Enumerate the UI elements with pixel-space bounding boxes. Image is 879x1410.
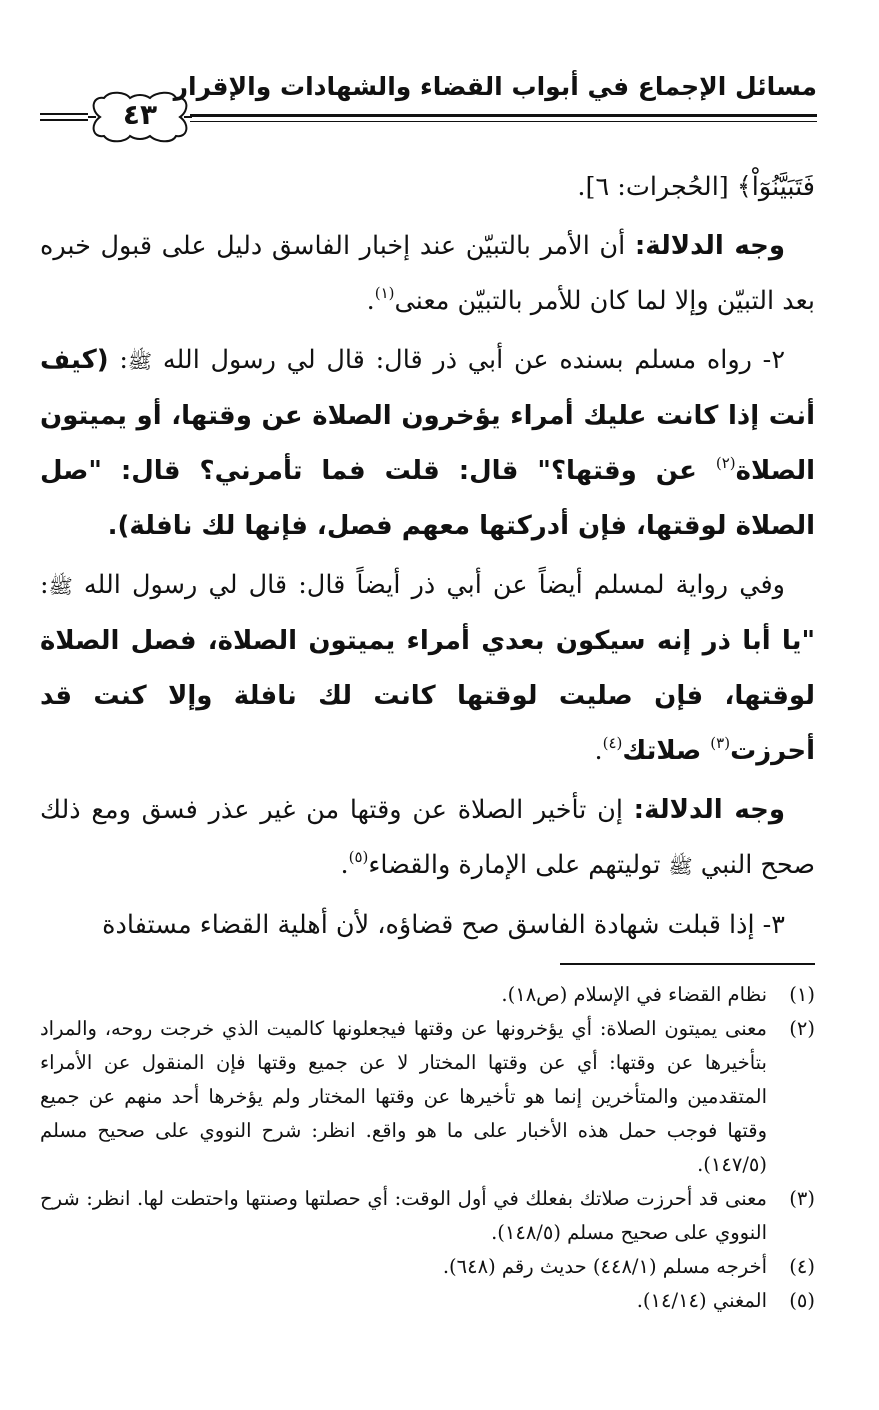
paragraph-point-3 [40,898,815,953]
header-rule-left-lower [40,119,88,121]
footnote-ref-4[interactable]: (٤) [602,734,623,752]
indication-text: إن تأخير الصلاة عن وقتها من غير عذر فسق ومع ذلك صحح النبي [40,795,815,880]
footnote-item [40,978,815,1012]
quran-text: فَتَبَيَّنُوٓاْ﴾ [736,172,815,202]
header-rule-left [40,113,88,115]
honorific-glyph: ﷺ [668,854,693,878]
footnote-text: أخرجه مسلم (٤٤٨/١) حديث رقم (٦٤٨). [442,1255,767,1278]
hadith-quote-cont: عن وقتها؟" قال: قلت فما تأمرني؟ قال: "صل الصلاة لوقتها، فإن أدركتها معهم فصل، فإنها لك نافلة). [40,456,815,541]
footnote-number: (٢) [789,1017,815,1040]
footnote-item [40,1182,815,1250]
footnote-number: (٥) [789,1289,815,1312]
main-text [40,160,815,953]
page-number: ٤٣ [122,98,158,131]
honorific-glyph: ﷺ [48,574,73,598]
header-rule-thin [190,121,817,122]
header-rule-thick [190,114,817,117]
footnote-number: (٤) [789,1255,815,1278]
footnote-ref-1[interactable]: (١) [374,284,395,302]
footnote-text: المغني (١٤/١٤). [636,1289,767,1312]
footnote-item [40,1012,815,1182]
hadith-quote-cont: صلاتك [622,736,711,766]
paragraph-indication-2: وجه الدلالة: إن تأخير الصلاة عن وقتها من غير عذر فسق ومع ذلك صحح النبي ﷺ توليتهم على الإمارة والقضاء$^{(٥)}$. [40,795,815,880]
footnote-ref-2[interactable]: (٢) [715,454,736,472]
indication-text: أن الأمر بالتبيّن عند إخبار الفاسق دليل على قبول خبره بعد التبيّن وإلا لما كان للأمر بالتبيّن معنى [40,231,815,316]
footnote-text: نظام القضاء في الإسلام (ص١٨). [501,983,767,1006]
page-header [40,62,817,142]
point-text: ٣- إذا قبلت شهادة الفاسق صح قضاؤه، لأن أهلية القضاء مستفادة [102,910,785,940]
indication-label: وجه الدلالة: [633,795,786,825]
hadith-quote: (كيف أنت إذا كانت عليك أمراء يؤخرون الصلاة عن وقتها، أو يميتون الصلاة [40,345,815,486]
surah-citation: [الحُجرات: ٦]. [577,172,737,202]
footnotes [40,978,815,1318]
paragraph-indication-1: وجه الدلالة: أن الأمر بالتبيّن عند إخبار الفاسق دليل على قبول خبره بعد التبيّن وإلا لما كان للأمر بالتبيّن معنى$^{(١)}$. [40,231,815,316]
hadith-quote: "يا أبا ذر إنه سيكون بعدي أمراء يميتون الصلاة، فصل الصلاة لوقتها، فإن صليت لوقتها كانت لك نافلة وإلا كنت قد أحرزت [40,626,815,766]
honorific-glyph: ﷺ [127,349,153,373]
footnote-separator [560,963,815,965]
footnote-ref-5[interactable]: (٥) [348,848,369,866]
quran-verse-tail [40,160,815,215]
paragraph-hadith-2: وفي رواية لمسلم أيضاً عن أبي ذر أيضاً قال: قال لي رسول الله ﷺ: "يا أبا ذر إنه سيكون بعدي أمراء يميتون الصلاة، فصل الصلاة لوقتها، فإن صليت لوقتها كانت لك نافلة وإلا كنت قد أحرزت$^{(٣)}$ صلاتك$^{(٤)}$. [40,570,815,766]
footnote-item [40,1250,815,1284]
hadith-intro: وفي رواية لمسلم أيضاً عن أبي ذر أيضاً قال: قال لي رسول الله [72,570,785,600]
indication-label: وجه الدلالة: [634,231,785,261]
running-title: مسائل الإجماع في أبواب القضاء والشهادات والإقرار [173,72,817,101]
footnote-number: (٣) [789,1187,815,1210]
footnote-ref-3[interactable]: (٣) [710,734,731,752]
footnote-text: معنى يميتون الصلاة: أي يؤخرونها عن وقتها فيجعلونها كالميت الذي خرجت روحه، والمراد بتأخيرها عن وقتها: أي عن وقتها المختار لا عن جميع وقتها فإن المنقول عن الأمراء المتقدمين والمتأخرين إنما هو تأخيرها عن وقتها المختار ولم يؤخرها أحد منهم عن جميع وقتها فوجب حمل هذه الأخبار على ما هو واقع. انظر: شرح النووي على صحيح مسلم (١٤٧/٥). [40,1017,767,1176]
hadith-intro: ٢- رواه مسلم بسنده عن أبي ذر قال: قال لي رسول الله [152,345,786,375]
paragraph-hadith-1: ٢- رواه مسلم بسنده عن أبي ذر قال: قال لي رسول الله ﷺ: (كيف أنت إذا كانت عليك أمراء يؤخرون الصلاة عن وقتها، أو يميتون الصلاة$^{(٢)}$ عن وقتها؟" قال: قلت فما تأمرني؟ قال: "صل الصلاة لوقتها، فإن أدركتها معهم فصل، فإنها لك نافلة). [40,345,815,541]
footnote-item [40,1284,815,1318]
footnote-text: معنى قد أحرزت صلاتك بفعلك في أول الوقت: أي حصلتها وصنتها واحتطت لها. انظر: شرح النووي على صحيح مسلم (١٤٨/٥). [40,1187,767,1244]
footnote-number: (١) [789,983,815,1006]
